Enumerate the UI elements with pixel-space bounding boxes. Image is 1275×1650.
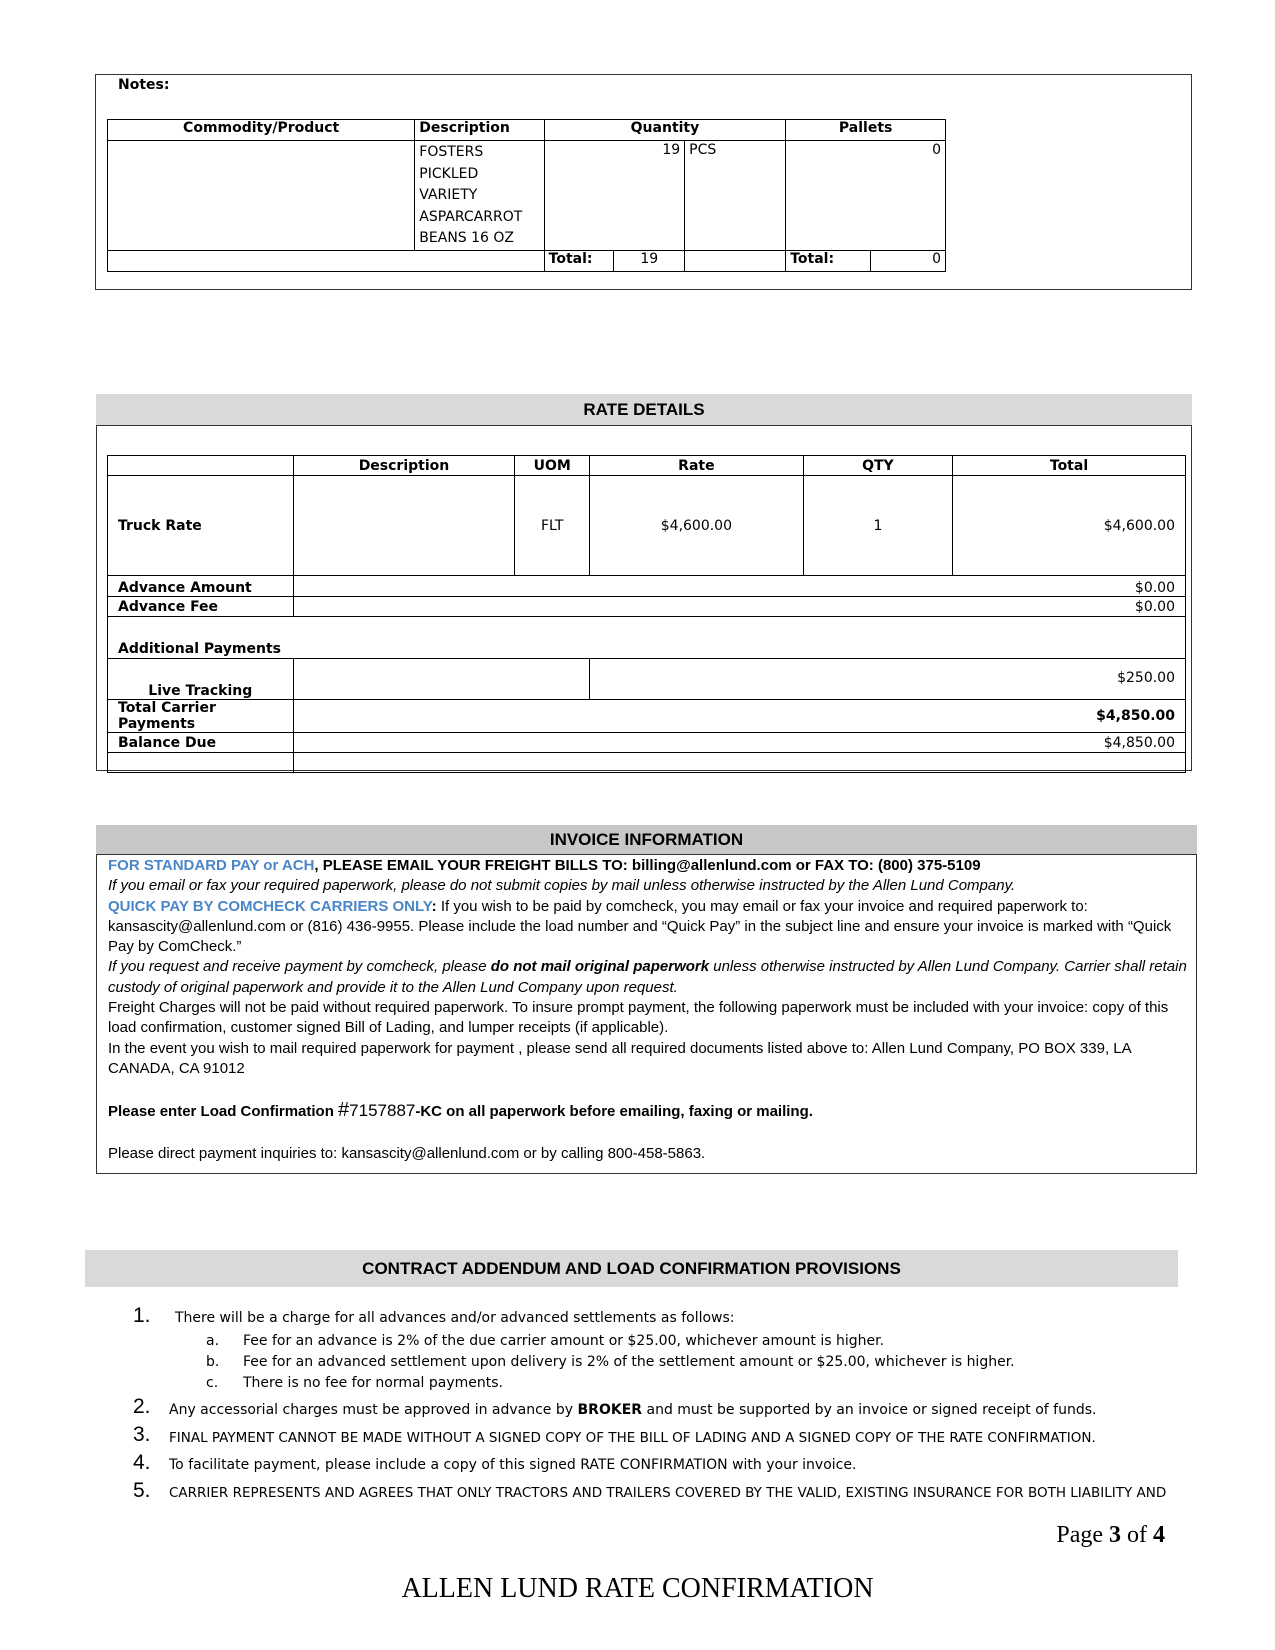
total-carrier-value: $4,850.00	[293, 700, 1185, 733]
invoice-title: INVOICE INFORMATION	[96, 825, 1197, 855]
header-description: Description	[293, 456, 515, 476]
sub-letter: a.	[206, 1333, 220, 1349]
header-commodity: Commodity/Product	[108, 120, 415, 141]
total-carrier-label: Total Carrier Payments	[108, 700, 294, 733]
advance-fee-label: Advance Fee	[108, 597, 294, 617]
additional-payments-label: Additional Payments	[108, 617, 1186, 659]
page-of: of	[1121, 1522, 1153, 1548]
provision-number: 2.	[133, 1395, 151, 1418]
description-line: BEANS 16 OZ	[419, 230, 515, 246]
total-qty-label: Total:	[544, 250, 614, 271]
contract-title: CONTRACT ADDENDUM AND LOAD CONFIRMATION PROVISIONS	[85, 1250, 1178, 1287]
live-tracking-value: $250.00	[590, 659, 1186, 700]
truck-rate-label: Truck Rate	[108, 476, 294, 576]
truck-rate-rate: $4,600.00	[590, 476, 804, 576]
provision-text-broker: BROKER	[577, 1402, 643, 1418]
load-confirmation-b: -KC on all paperwork before emailing, faxing or mailing.	[415, 1103, 813, 1121]
live-tracking-label: Live Tracking	[108, 659, 294, 700]
standard-pay-label: FOR STANDARD PAY or ACH	[108, 857, 315, 874]
provision-text: FINAL PAYMENT CANNOT BE MADE WITHOUT A SIGNED COPY OF THE BILL OF LADING AND A SIGNED COPY OF THE RATE CONFIRMATION.	[169, 1430, 1096, 1446]
payment-inquiries: Please direct payment inquiries to: kansascity@allenlund.com or by calling 800-458-5863.	[108, 1144, 706, 1162]
sub-letter: b.	[206, 1354, 220, 1370]
page-current: 3	[1109, 1522, 1121, 1548]
page-number	[1056, 1522, 1165, 1549]
truck-rate-qty: 1	[803, 476, 952, 576]
rate-table	[107, 455, 1186, 773]
balance-due-value: $4,850.00	[293, 733, 1185, 753]
notes-label: Notes:	[118, 77, 170, 93]
provision-text: To facilitate payment, please include a copy of this signed RATE CONFIRMATION with your invoice.	[169, 1457, 857, 1473]
load-number: 7157887	[349, 1101, 416, 1121]
header-pallets: Pallets	[786, 120, 946, 141]
truck-rate-uom: FLT	[515, 476, 590, 576]
quick-pay-colon: :	[431, 897, 437, 915]
email-instruction: , PLEASE EMAIL YOUR FREIGHT BILLS TO: billing@allenlund.com or FAX TO: (800) 375-5109	[314, 857, 981, 874]
comcheck-note-b: do not mail original paperwork	[490, 958, 710, 976]
sub-text: Fee for an advance is 2% of the due carrier amount or $25.00, whichever amount is higher.	[243, 1333, 885, 1349]
commodity-table	[107, 119, 946, 272]
sub-text: Fee for an advanced settlement upon delivery is 2% of the settlement amount or $25.00, whichever is higher.	[243, 1354, 1015, 1370]
provision-text-c: and must be supported by an invoice or signed receipt of funds.	[642, 1402, 1097, 1418]
pallets-value: 0	[786, 141, 946, 251]
rate-details-title: RATE DETAILS	[96, 394, 1192, 426]
comcheck-note-a: If you request and receive payment by comcheck, please	[108, 958, 491, 976]
mail-note: In the event you wish to mail required paperwork for payment , please send all required documents listed above to: Allen Lund Company, PO BOX 339, LA CANADA, CA 91012	[108, 1039, 1131, 1077]
description-line: PICKLED	[419, 165, 479, 182]
quantity-unit: PCS	[685, 141, 786, 251]
paperwork-note: Freight Charges will not be paid without required paperwork. To insure prompt payment, the following paperwork must be included with your invoice: copy of this load confirmation, customer signed Bill of Lading, and lumper receipts (if applicable).	[108, 999, 1169, 1037]
comcheck-note-c: unless otherwise instructed by Allen Lund Company. Carrier shall retain custody of original paperwork and provide it to the Allen Lund Company upon request.	[108, 958, 1187, 996]
advance-amount-label: Advance Amount	[108, 576, 294, 597]
quick-pay-label: QUICK PAY BY COMCHECK CARRIERS ONLY	[108, 897, 432, 915]
total-pallets-label: Total:	[786, 250, 871, 271]
description-line: VARIETY	[419, 187, 478, 203]
description-line: FOSTERS	[419, 144, 484, 160]
header-description: Description	[415, 120, 544, 141]
header-rate: Rate	[590, 456, 804, 476]
load-hash: #	[338, 1099, 350, 1122]
sub-letter: c.	[206, 1375, 219, 1391]
page-prefix: Page	[1056, 1522, 1109, 1548]
quick-pay-text: If you wish to be paid by comcheck, you may email or fax your invoice and required paperwork to: kansascity@allenlund.com or (816) 436-9955. Please include the load number and “Quick Pay” in the subject line and ensure your invoice is marked with “Quick Pay by ComCheck.”	[108, 897, 1172, 956]
header-quantity: Quantity	[544, 120, 786, 141]
truck-rate-total: $4,600.00	[953, 476, 1186, 576]
balance-due-label: Balance Due	[108, 733, 294, 753]
sub-text: There is no fee for normal payments.	[243, 1375, 503, 1391]
total-qty-value: 19	[614, 250, 685, 271]
total-pallets-value: 0	[871, 250, 946, 271]
advance-amount-value: $0.00	[293, 576, 1185, 597]
footer-title: ALLEN LUND RATE CONFIRMATION	[401, 1573, 874, 1604]
provision-number: 1.	[133, 1304, 151, 1327]
provision-number: 3.	[133, 1423, 151, 1446]
quantity-value: 19	[544, 141, 684, 251]
email-note: If you email or fax your required paperwork, please do not submit copies by mail unless otherwise instructed by the Allen Lund Company.	[108, 877, 1016, 895]
provision-number: 5.	[133, 1479, 151, 1502]
header-uom: UOM	[515, 456, 590, 476]
header-total: Total	[953, 456, 1186, 476]
advance-fee-value: $0.00	[293, 597, 1185, 617]
invoice-body	[108, 856, 1188, 1164]
description-line: ASPARCARROT	[419, 208, 523, 225]
page-total: 4	[1153, 1522, 1165, 1548]
provision-text-a: Any accessorial charges must be approved in advance by	[169, 1402, 578, 1418]
provision-text	[169, 1402, 1096, 1418]
load-confirmation-a: Please enter Load Confirmation	[108, 1103, 339, 1121]
provision-number: 4.	[133, 1451, 151, 1474]
provision-text: There will be a charge for all advances and/or advanced settlements as follows:	[175, 1310, 735, 1326]
header-qty: QTY	[803, 456, 952, 476]
provision-text: CARRIER REPRESENTS AND AGREES THAT ONLY TRACTORS AND TRAILERS COVERED BY THE VALID, EXISTING INSURANCE FOR BOTH LIABILITY AND	[169, 1485, 1167, 1501]
